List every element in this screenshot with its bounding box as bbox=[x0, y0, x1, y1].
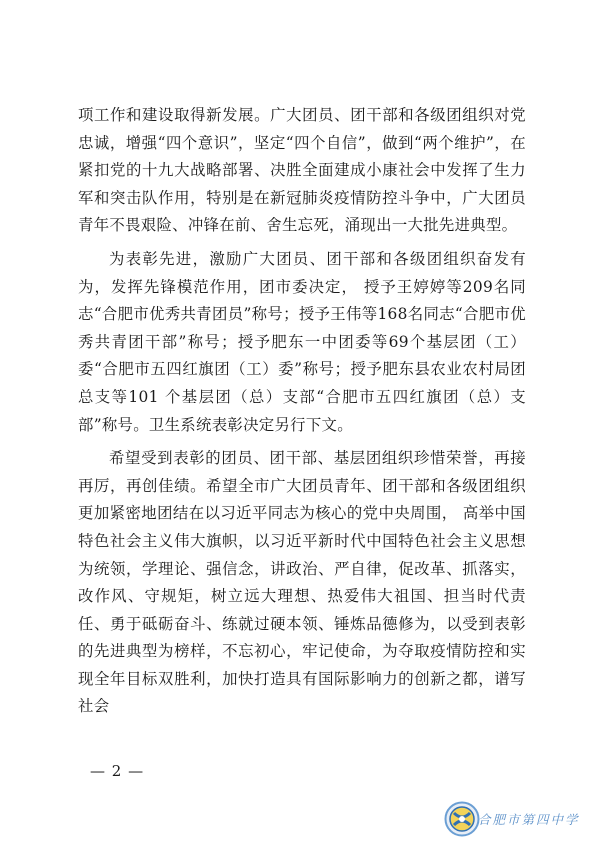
paragraph-2: 为表彰先进，激励广大团员、团干部和各级团组织奋发有为，发挥先锋模范作用，团市委决定， 授予王婷婷等209名同志“合肥市优秀共青团员”称号；授予王伟等168名同志“合肥市优秀共青团干部”称号；授予肥东一中团委等69个基层团（工）委“合肥市五四红旗团（工）委”称号；授予肥东县农业农村局团总支等101 个基层团（总）支部“合肥市五四红旗团（总）支部”称号。卫生系统表彰决定另行下文。 bbox=[78, 249, 526, 434]
document-body bbox=[78, 102, 526, 727]
paragraph-3: 希望受到表彰的团员、团干部、基层团组织珍惜荣誉，再接再厉，再创佳绩。希望全市广大团员青年、团干部和各级团组织更加紧密地团结在以习近平同志为核心的党中央周围， 高举中国特色社会主义伟大旗帜，以习近平新时代中国特色社会主义思想为统领，学理论、强信念，讲政治、严自律，促改革、抓落实，改作风、守规矩，树立远大理想、热爱伟大祖国、担当时代责任、勇于砥砺奋斗、练就过硬本领、锤炼品德修为，以受到表彰的先进典型为榜样，不忘初心，牢记使命，为夺取疫情防控和实现全年目标双胜利，加快打造具有国际影响力的创新之都，谱写社会 bbox=[78, 449, 526, 716]
paragraph-1: 项工作和建设取得新发展。广大团员、团干部和各级团组织对党忠诚，增强“四个意识”，坚定“四个自信”，做到“两个维护”，在紧扣党的十九大战略部署、决胜全面建成小康社会中发挥了生力军和突击队作用，特别是在新冠肺炎疫情防控斗争中，广大团员青年不畏艰险、冲锋在前、舍生忘死，涌现出一大批先进典型。 bbox=[78, 106, 526, 235]
school-logo-icon bbox=[444, 801, 480, 837]
watermark bbox=[444, 800, 594, 838]
page-number: — 2 — bbox=[90, 762, 145, 780]
watermark-text: 合肥市第四中学 bbox=[478, 812, 580, 827]
